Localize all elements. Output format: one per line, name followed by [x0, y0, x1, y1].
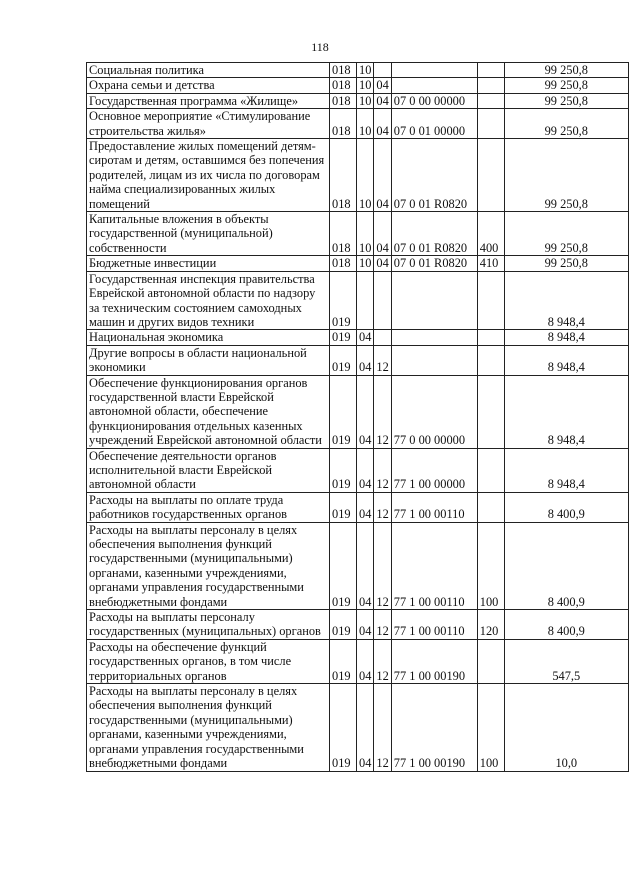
- row-amount: 8 400,9: [504, 610, 628, 640]
- table-row: [87, 256, 629, 271]
- row-vr-code: [477, 492, 504, 522]
- row-cs-code: 77 1 00 00110: [391, 610, 477, 640]
- row-vr-code: [477, 375, 504, 448]
- row-cs-code: 77 0 00 00000: [391, 375, 477, 448]
- table-row: [87, 522, 629, 609]
- row-rz-code: 10: [357, 139, 374, 212]
- row-cs-code: [391, 78, 477, 93]
- row-gr-code: 018: [330, 93, 357, 108]
- row-cs-code: 07 0 00 00000: [391, 93, 477, 108]
- row-gr-code: 019: [330, 639, 357, 683]
- row-amount: 99 250,8: [504, 93, 628, 108]
- row-cs-code: [391, 330, 477, 345]
- row-rz-code: 04: [357, 492, 374, 522]
- row-pr-code: 12: [374, 610, 391, 640]
- row-gr-code: 019: [330, 684, 357, 771]
- row-rz-code: 10: [357, 256, 374, 271]
- row-rz-code: 10: [357, 63, 374, 78]
- row-amount: 8 948,4: [504, 345, 628, 375]
- row-rz-code: 04: [357, 345, 374, 375]
- row-gr-code: 019: [330, 522, 357, 609]
- row-rz-code: 04: [357, 375, 374, 448]
- row-pr-code: 04: [374, 78, 391, 93]
- table-row: [87, 345, 629, 375]
- row-rz-code: 04: [357, 330, 374, 345]
- row-gr-code: 019: [330, 492, 357, 522]
- row-vr-code: [477, 139, 504, 212]
- table-row: [87, 109, 629, 139]
- row-rz-code: 04: [357, 684, 374, 771]
- row-vr-code: [477, 345, 504, 375]
- row-name: Другие вопросы в области национальной экономики: [87, 345, 330, 375]
- row-gr-code: 019: [330, 271, 357, 330]
- row-gr-code: 018: [330, 212, 357, 256]
- row-vr-code: 100: [477, 684, 504, 771]
- table-row: [87, 375, 629, 448]
- row-gr-code: 018: [330, 78, 357, 93]
- row-gr-code: 019: [330, 375, 357, 448]
- row-name: Государственная программа «Жилище»: [87, 93, 330, 108]
- row-pr-code: 12: [374, 522, 391, 609]
- row-rz-code: 10: [357, 109, 374, 139]
- row-vr-code: [477, 78, 504, 93]
- row-pr-code: [374, 63, 391, 78]
- table-row: [87, 63, 629, 78]
- row-name: Бюджетные инвестиции: [87, 256, 330, 271]
- table-row: [87, 271, 629, 330]
- row-gr-code: 019: [330, 448, 357, 492]
- row-amount: 8 948,4: [504, 448, 628, 492]
- row-pr-code: 12: [374, 345, 391, 375]
- row-amount: 547,5: [504, 639, 628, 683]
- row-gr-code: 018: [330, 109, 357, 139]
- row-cs-code: [391, 345, 477, 375]
- table-row: [87, 139, 629, 212]
- row-vr-code: [477, 93, 504, 108]
- row-pr-code: 12: [374, 492, 391, 522]
- row-rz-code: 04: [357, 639, 374, 683]
- row-gr-code: 019: [330, 610, 357, 640]
- row-name: Основное мероприятие «Стимулирование строительства жилья»: [87, 109, 330, 139]
- row-name: Расходы на выплаты персоналу государственных (муниципальных) органов: [87, 610, 330, 640]
- row-amount: 99 250,8: [504, 256, 628, 271]
- row-pr-code: 04: [374, 139, 391, 212]
- row-amount: 99 250,8: [504, 78, 628, 93]
- row-vr-code: 100: [477, 522, 504, 609]
- row-cs-code: [391, 63, 477, 78]
- table-row: [87, 93, 629, 108]
- row-name: Обеспечение деятельности органов исполнительной власти Еврейской автономной области: [87, 448, 330, 492]
- row-amount: 10,0: [504, 684, 628, 771]
- row-vr-code: 410: [477, 256, 504, 271]
- row-rz-code: 04: [357, 522, 374, 609]
- table-row: [87, 639, 629, 683]
- row-rz-code: 10: [357, 93, 374, 108]
- budget-table-body: [87, 63, 629, 772]
- row-gr-code: 018: [330, 139, 357, 212]
- table-row: [87, 78, 629, 93]
- row-gr-code: 018: [330, 63, 357, 78]
- row-cs-code: 77 1 00 00110: [391, 522, 477, 609]
- row-amount: 8 948,4: [504, 375, 628, 448]
- row-gr-code: 019: [330, 330, 357, 345]
- row-name: Расходы на выплаты по оплате труда работников государственных органов: [87, 492, 330, 522]
- row-rz-code: 04: [357, 448, 374, 492]
- row-vr-code: 400: [477, 212, 504, 256]
- row-cs-code: 07 0 01 R0820: [391, 212, 477, 256]
- row-vr-code: [477, 448, 504, 492]
- row-cs-code: [391, 271, 477, 330]
- row-name: Охрана семьи и детства: [87, 78, 330, 93]
- table-row: [87, 330, 629, 345]
- row-amount: 8 948,4: [504, 330, 628, 345]
- row-pr-code: [374, 330, 391, 345]
- row-cs-code: 77 1 00 00190: [391, 639, 477, 683]
- row-pr-code: 04: [374, 93, 391, 108]
- row-pr-code: 12: [374, 684, 391, 771]
- row-amount: 8 400,9: [504, 522, 628, 609]
- row-amount: 99 250,8: [504, 212, 628, 256]
- row-amount: 8 400,9: [504, 492, 628, 522]
- table-row: [87, 610, 629, 640]
- row-pr-code: 12: [374, 639, 391, 683]
- row-vr-code: 120: [477, 610, 504, 640]
- row-vr-code: [477, 63, 504, 78]
- row-pr-code: 04: [374, 109, 391, 139]
- row-cs-code: 07 0 01 R0820: [391, 256, 477, 271]
- row-cs-code: 77 1 00 00190: [391, 684, 477, 771]
- row-pr-code: 12: [374, 375, 391, 448]
- budget-table: [86, 62, 629, 772]
- row-vr-code: [477, 271, 504, 330]
- row-pr-code: [374, 271, 391, 330]
- row-gr-code: 019: [330, 345, 357, 375]
- row-amount: 8 948,4: [504, 271, 628, 330]
- row-rz-code: 10: [357, 212, 374, 256]
- row-name: Расходы на обеспечение функций государственных органов, в том числе территориальных органов: [87, 639, 330, 683]
- row-vr-code: [477, 109, 504, 139]
- row-name: Обеспечение функционирования органов государственной власти Еврейской автономной области, обеспечение функционирования отдельных казенных учреждений Еврейской автономной области: [87, 375, 330, 448]
- row-rz-code: 04: [357, 610, 374, 640]
- table-row: [87, 492, 629, 522]
- row-vr-code: [477, 639, 504, 683]
- row-vr-code: [477, 330, 504, 345]
- row-rz-code: 10: [357, 78, 374, 93]
- table-row: [87, 448, 629, 492]
- row-name: Предоставление жилых помещений детям-сиротам и детям, оставшимся без попечения родителей, лицам из их числа по договорам найма специализированных жилых помещений: [87, 139, 330, 212]
- row-pr-code: 04: [374, 256, 391, 271]
- page-number: 118: [311, 40, 329, 54]
- row-name: Национальная экономика: [87, 330, 330, 345]
- row-name: Расходы на выплаты персоналу в целях обеспечения выполнения функций государственными (муниципальными) органами, казенными учреждениями, органами управления государственными внебюджетными фондами: [87, 522, 330, 609]
- row-amount: 99 250,8: [504, 109, 628, 139]
- row-cs-code: 77 1 00 00000: [391, 448, 477, 492]
- row-name: Социальная политика: [87, 63, 330, 78]
- row-pr-code: 12: [374, 448, 391, 492]
- row-cs-code: 07 0 01 00000: [391, 109, 477, 139]
- row-cs-code: 07 0 01 R0820: [391, 139, 477, 212]
- row-rz-code: [357, 271, 374, 330]
- row-pr-code: 04: [374, 212, 391, 256]
- row-name: Расходы на выплаты персоналу в целях обеспечения выполнения функций государственными (муниципальными) органами, казенными учреждениями, органами управления государственными внебюджетными фондами: [87, 684, 330, 771]
- row-name: Государственная инспекция правительства Еврейской автономной области по надзору за техническим состоянием самоходных машин и других видов техники: [87, 271, 330, 330]
- row-amount: 99 250,8: [504, 139, 628, 212]
- table-row: [87, 684, 629, 771]
- row-gr-code: 018: [330, 256, 357, 271]
- row-amount: 99 250,8: [504, 63, 628, 78]
- row-name: Капитальные вложения в объекты государственной (муниципальной) собственности: [87, 212, 330, 256]
- row-cs-code: 77 1 00 00110: [391, 492, 477, 522]
- table-row: [87, 212, 629, 256]
